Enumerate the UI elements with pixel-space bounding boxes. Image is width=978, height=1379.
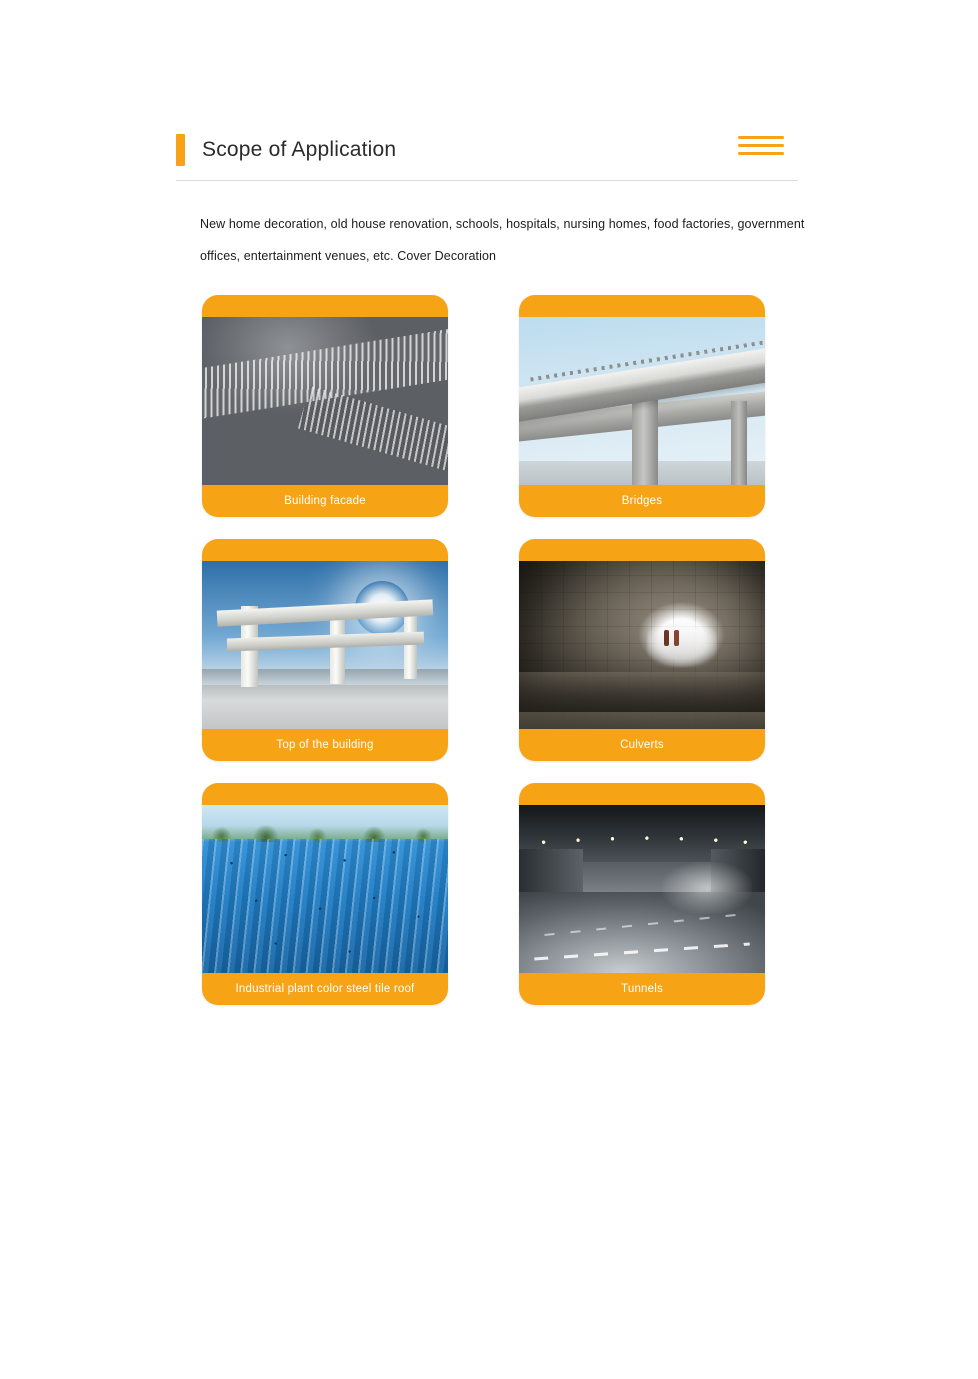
hamburger-line-1 — [738, 136, 784, 139]
accent-bar — [176, 134, 185, 166]
card-caption: Industrial plant color steel tile roof — [235, 983, 415, 995]
application-card[interactable] — [519, 539, 765, 761]
building-facade-photo — [202, 317, 448, 485]
industrial-plant-color-steel-tile-roof-photo — [202, 805, 448, 973]
page-title: Scope of Application — [202, 138, 397, 161]
intro-paragraph: New home decoration, old house renovation, schools, hospitals, nursing homes, food factories, government offices, entertainment venues, etc. Cover Decoration — [200, 217, 805, 263]
card-caption: Culverts — [620, 739, 664, 751]
section-header — [176, 130, 798, 186]
hamburger-menu-icon[interactable] — [738, 134, 784, 160]
application-card[interactable] — [519, 295, 765, 517]
bridges-photo — [519, 317, 765, 485]
card-caption: Building facade — [284, 495, 366, 507]
header-divider — [176, 180, 798, 181]
card-caption: Bridges — [621, 495, 663, 507]
application-card[interactable] — [202, 539, 448, 761]
top-of-the-building-photo — [202, 561, 448, 729]
card-caption: Top of the building — [276, 739, 374, 751]
hamburger-line-2 — [738, 144, 784, 147]
application-card[interactable] — [202, 783, 448, 1005]
application-card[interactable] — [519, 783, 765, 1005]
culverts-photo — [519, 561, 765, 729]
application-card[interactable] — [202, 295, 448, 517]
hamburger-line-3 — [738, 152, 784, 155]
card-caption: Tunnels — [621, 983, 663, 995]
tunnels-photo — [519, 805, 765, 973]
